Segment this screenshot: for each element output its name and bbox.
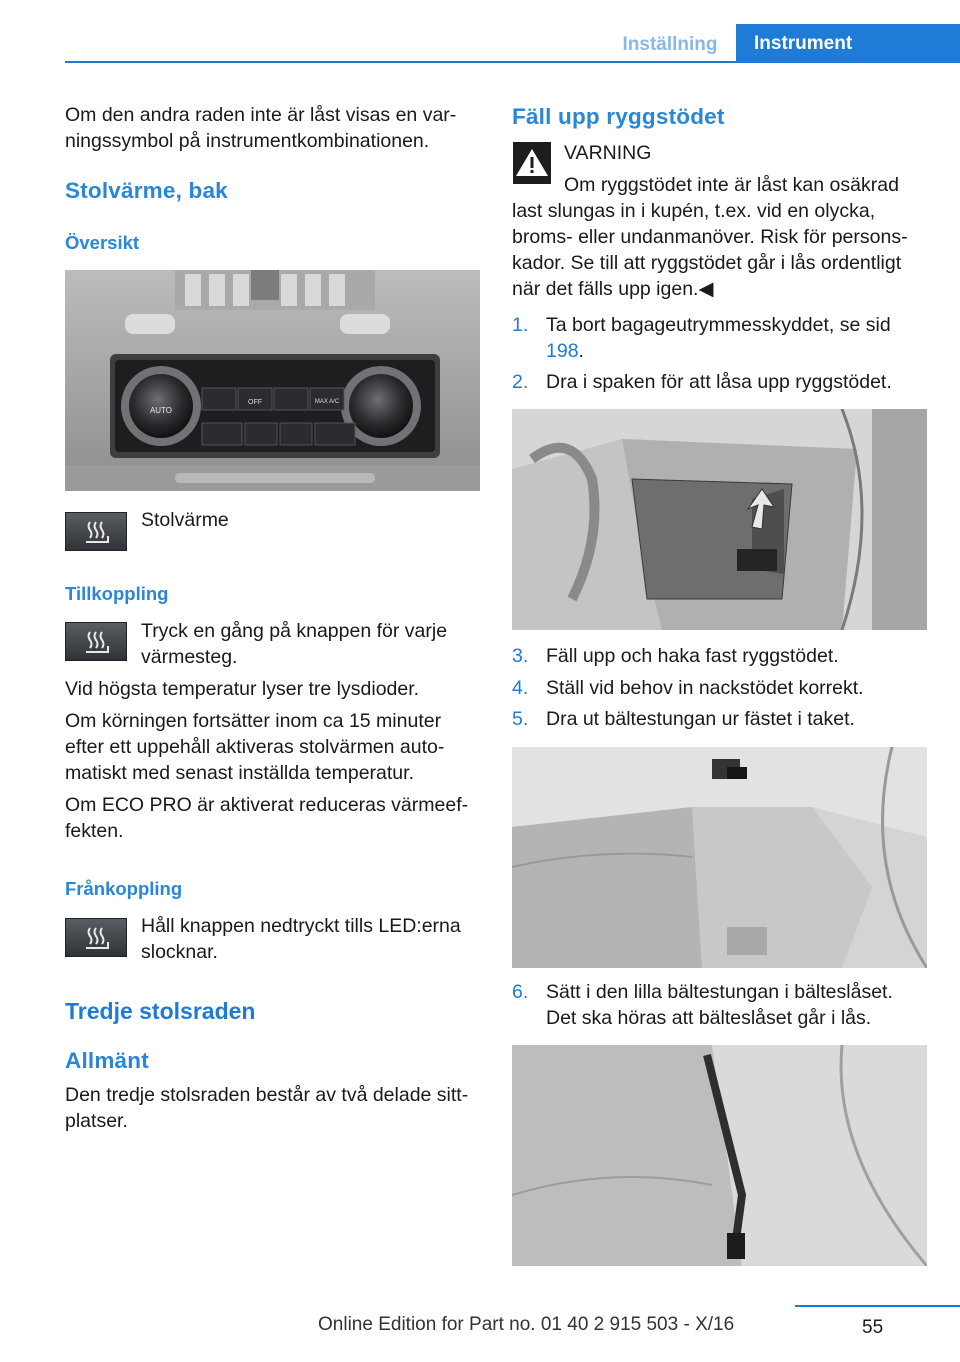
page-number: 55	[862, 1317, 884, 1338]
header-rule	[65, 61, 960, 63]
step-number: 3.	[512, 645, 529, 667]
step-text: Dra ut bältestungan ur fästet i taket.	[546, 708, 855, 730]
page-link[interactable]: 198	[546, 340, 579, 362]
step-text: Ta bort bagageutrymmesskyddet, se sid	[546, 314, 891, 336]
list-item	[512, 369, 927, 395]
list-item	[512, 643, 927, 669]
panel-max-label: MAX A/C	[314, 399, 340, 405]
heading-fold-backrest: Fäll upp ryggstödet	[512, 104, 725, 129]
panel-off-label: OFF	[248, 399, 262, 406]
warning-text: Om ryggstödet inte är låst kan osäkrad last slungas in i kupén, t.ex. vid en olycka, broms- eller undanmanöver. Risk för personskador. Se till att ryggstödet går i lås ordentligt när det fälls upp igen.◀	[512, 174, 908, 300]
switch-on-text: Tryck en gång på knappen för varje värmesteg.	[141, 620, 448, 668]
step-text: Sätt i den lilla bältestungan i bälteslåset. Det ska höras att bälteslåset går i lås.	[546, 981, 893, 1029]
paragraph-leds: Vid högsta temperatur lyser tre lysdioder.	[65, 678, 420, 700]
step-number: 4.	[512, 677, 529, 699]
step-text: Dra i spaken för att låsa upp ryggstödet.	[546, 371, 892, 393]
general-text: Den tredje stolsraden består av två delade sittplatser.	[65, 1084, 469, 1132]
icon-caption: Stolvärme	[141, 509, 229, 531]
panel-auto-label: AUTO	[149, 406, 173, 415]
header-section: Inställning	[622, 34, 718, 55]
seat-heating-icon	[65, 918, 127, 957]
heading-switch-on: Tillkoppling	[65, 583, 169, 604]
backrest-lever-photo	[512, 409, 927, 630]
heading-overview: Översikt	[65, 232, 140, 253]
step-number: 5.	[512, 708, 529, 730]
warning-title: VARNING	[564, 142, 652, 164]
heading-general: Allmänt	[65, 1048, 149, 1073]
step-text: Ställ vid behov in nackstödet korrekt.	[546, 677, 864, 699]
step-text: Fäll upp och haka fast ryggstödet.	[546, 645, 839, 667]
step-number: 1.	[512, 314, 529, 336]
heading-third-row: Tredje stolsraden	[65, 998, 256, 1024]
list-item	[512, 706, 927, 732]
footer-rule	[795, 1305, 960, 1307]
paragraph-auto-resume: Om körningen fortsätter inom ca 15 minuter efter ett uppehåll aktiveras stolvärmen automatiskt med senast inställda temperatur.	[65, 710, 445, 784]
footer-edition: Online Edition for Part no. 01 40 2 915 503 - X/16	[318, 1314, 735, 1335]
rear-climate-panel-photo	[65, 270, 480, 491]
step-text-end: .	[578, 340, 584, 362]
seat-heating-icon	[65, 622, 127, 661]
step-number: 2.	[512, 371, 529, 393]
list-item	[512, 979, 927, 1033]
switch-off-text: Håll knappen nedtryckt tills LED:erna slocknar.	[141, 915, 461, 963]
heading-switch-off: Frånkoppling	[65, 878, 183, 899]
list-item	[512, 312, 927, 366]
header-chapter: Instrument	[736, 24, 960, 63]
paragraph-eco-pro: Om ECO PRO är aktiverat reduceras värmeeffekten.	[65, 794, 469, 842]
belt-tongue-roof-photo	[512, 747, 927, 968]
step-number: 6.	[512, 981, 529, 1003]
heading-seat-heating-rear: Stolvärme, bak	[65, 178, 228, 203]
intro-text: Om den andra raden inte är låst visas en varningssymbol på instrumentkombinationen.	[65, 104, 457, 152]
list-item	[512, 675, 927, 701]
seat-heating-icon	[65, 512, 127, 551]
belt-buckle-photo	[512, 1045, 927, 1266]
